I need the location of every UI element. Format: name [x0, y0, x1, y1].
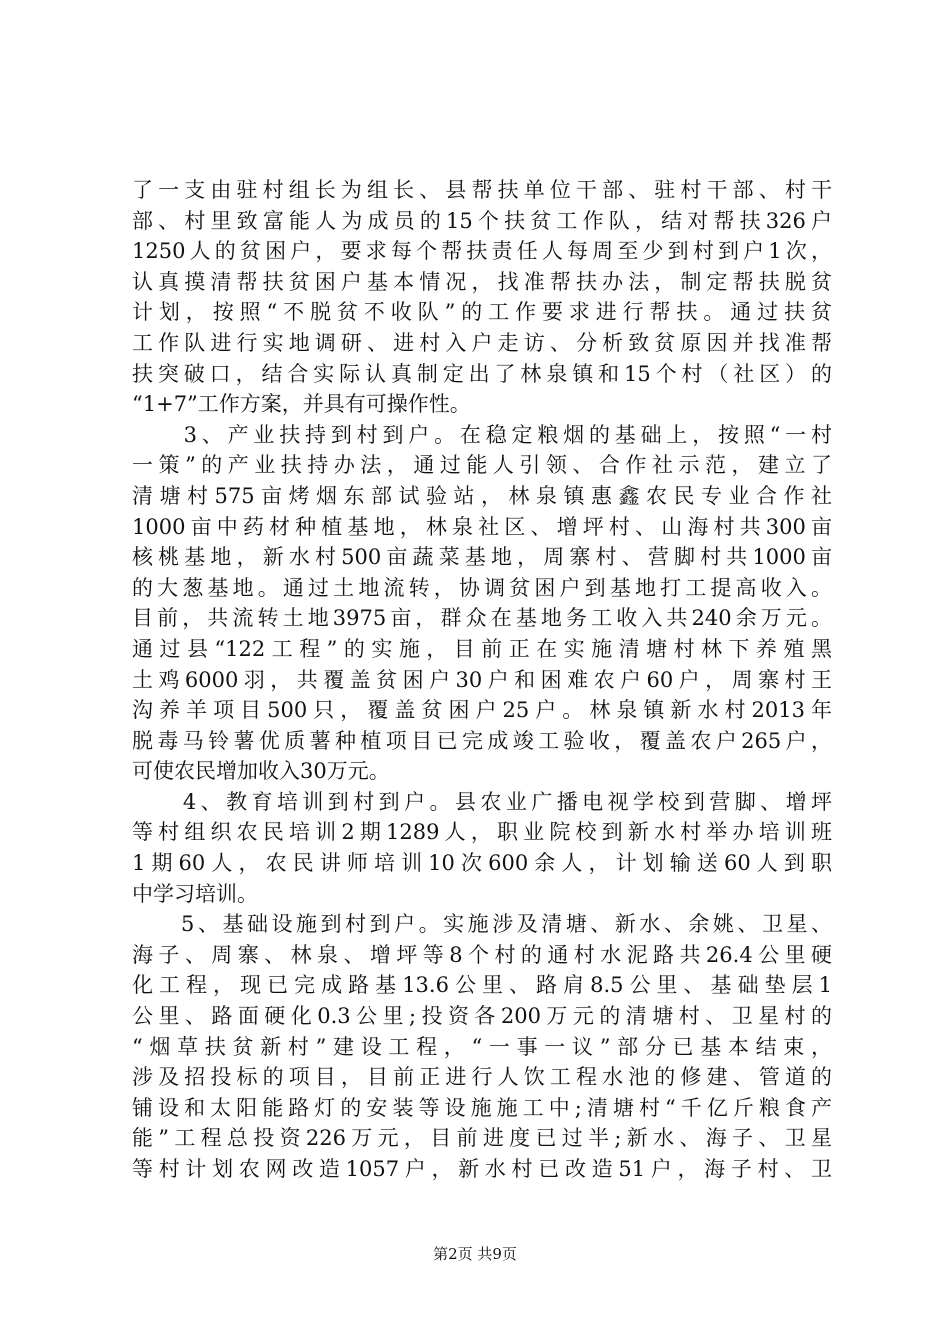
text-line: 一策”的产业扶持办法，通过能人引领、合作社示范，建立了: [132, 453, 832, 478]
text-line: 中学习培训。: [132, 881, 258, 906]
text-line: 的大葱基地。通过土地流转，协调贫困户到基地打工提高收入。: [132, 575, 832, 600]
text-line: “烟草扶贫新村”建设工程，“一事一议”部分已基本结束，: [132, 1034, 832, 1059]
text-line: 1000亩中药材种植基地，林泉社区、增坪村、山海村共300亩: [132, 514, 832, 539]
text-line: 4、教育培训到村到户。县农业广播电视学校到营脚、增坪: [132, 789, 832, 814]
text-line: 认真摸清帮扶贫困户基本情况，找准帮扶办法，制定帮扶脱贫: [132, 269, 832, 294]
text-line: 目前，共流转土地3975亩，群众在基地务工收入共240余万元。: [132, 606, 832, 631]
page-footer: 第2页 共9页: [433, 1245, 517, 1263]
text-line: 公里、路面硬化0.3公里;投资各200万元的清塘村、卫星村的: [132, 1004, 832, 1029]
text-line: “1+7”工作方案，并具有可操作性。: [132, 392, 471, 417]
text-line: 了一支由驻村组长为组长、县帮扶单位干部、驻村干部、村干: [132, 178, 832, 202]
text-line: 沟养羊项目500只，覆盖贫困户25户。林泉镇新水村2013年: [132, 698, 832, 723]
text-line: 3、产业扶持到村到户。在稳定粮烟的基础上，按照“一村: [132, 422, 832, 447]
text-line: 5、基础设施到村到户。实施涉及清塘、新水、余姚、卫星、: [132, 912, 832, 937]
text-line: 1250人的贫困户，要求每个帮扶责任人每周至少到村到户1次，: [132, 239, 832, 264]
body-text: [132, 175, 832, 1185]
text-line: 通过县“122工程”的实施，目前正在实施清塘村林下养殖黑: [132, 636, 832, 661]
text-line: 等村组织农民培训2期1289人，职业院校到新水村举办培训班: [132, 820, 832, 845]
text-line: 部、村里致富能人为成员的15个扶贫工作队，结对帮扶326户: [132, 208, 832, 233]
text-line: 土鸡6000羽，共覆盖贫困户30户和困难农户60户，周寨村王: [132, 667, 832, 692]
text-line: 涉及招投标的项目，目前正进行人饮工程水池的修建、管道的: [132, 1065, 832, 1090]
text-line: 化工程，现已完成路基13.6公里、路肩8.5公里、基础垫层1: [132, 973, 832, 998]
text-line: 核桃基地，新水村500亩蔬菜基地，周寨村、营脚村共1000亩: [132, 545, 832, 570]
text-line: 扶突破口，结合实际认真制定出了林泉镇和15个村（社区）的: [132, 361, 832, 386]
text-line: 工作队进行实地调研、进村入户走访、分析致贫原因并找准帮: [132, 330, 832, 355]
text-line: 铺设和太阳能路灯的安装等设施施工中;清塘村“千亿斤粮食产: [132, 1095, 832, 1120]
text-line: 能”工程总投资226万元，目前进度已过半;新水、海子、卫星: [132, 1126, 832, 1151]
text-line: 等村计划农网改造1057户，新水村已改造51户，海子村、卫: [132, 1157, 832, 1181]
text-line: 清塘村575亩烤烟东部试验站，林泉镇惠鑫农民专业合作社: [132, 483, 832, 508]
text-line: 计划，按照“不脱贫不收队”的工作要求进行帮扶。通过扶贫: [132, 300, 832, 325]
text-line: 可使农民增加收入30万元。: [132, 759, 390, 784]
text-line: 海子、周寨、林泉、增坪等8个村的通村水泥路共26.4公里硬: [132, 942, 832, 967]
text-line: 1期60人，农民讲师培训10次600余人，计划输送60人到职: [132, 851, 832, 876]
text-line: 脱毒马铃薯优质薯种植项目已完成竣工验收，覆盖农户265户，: [132, 728, 832, 753]
